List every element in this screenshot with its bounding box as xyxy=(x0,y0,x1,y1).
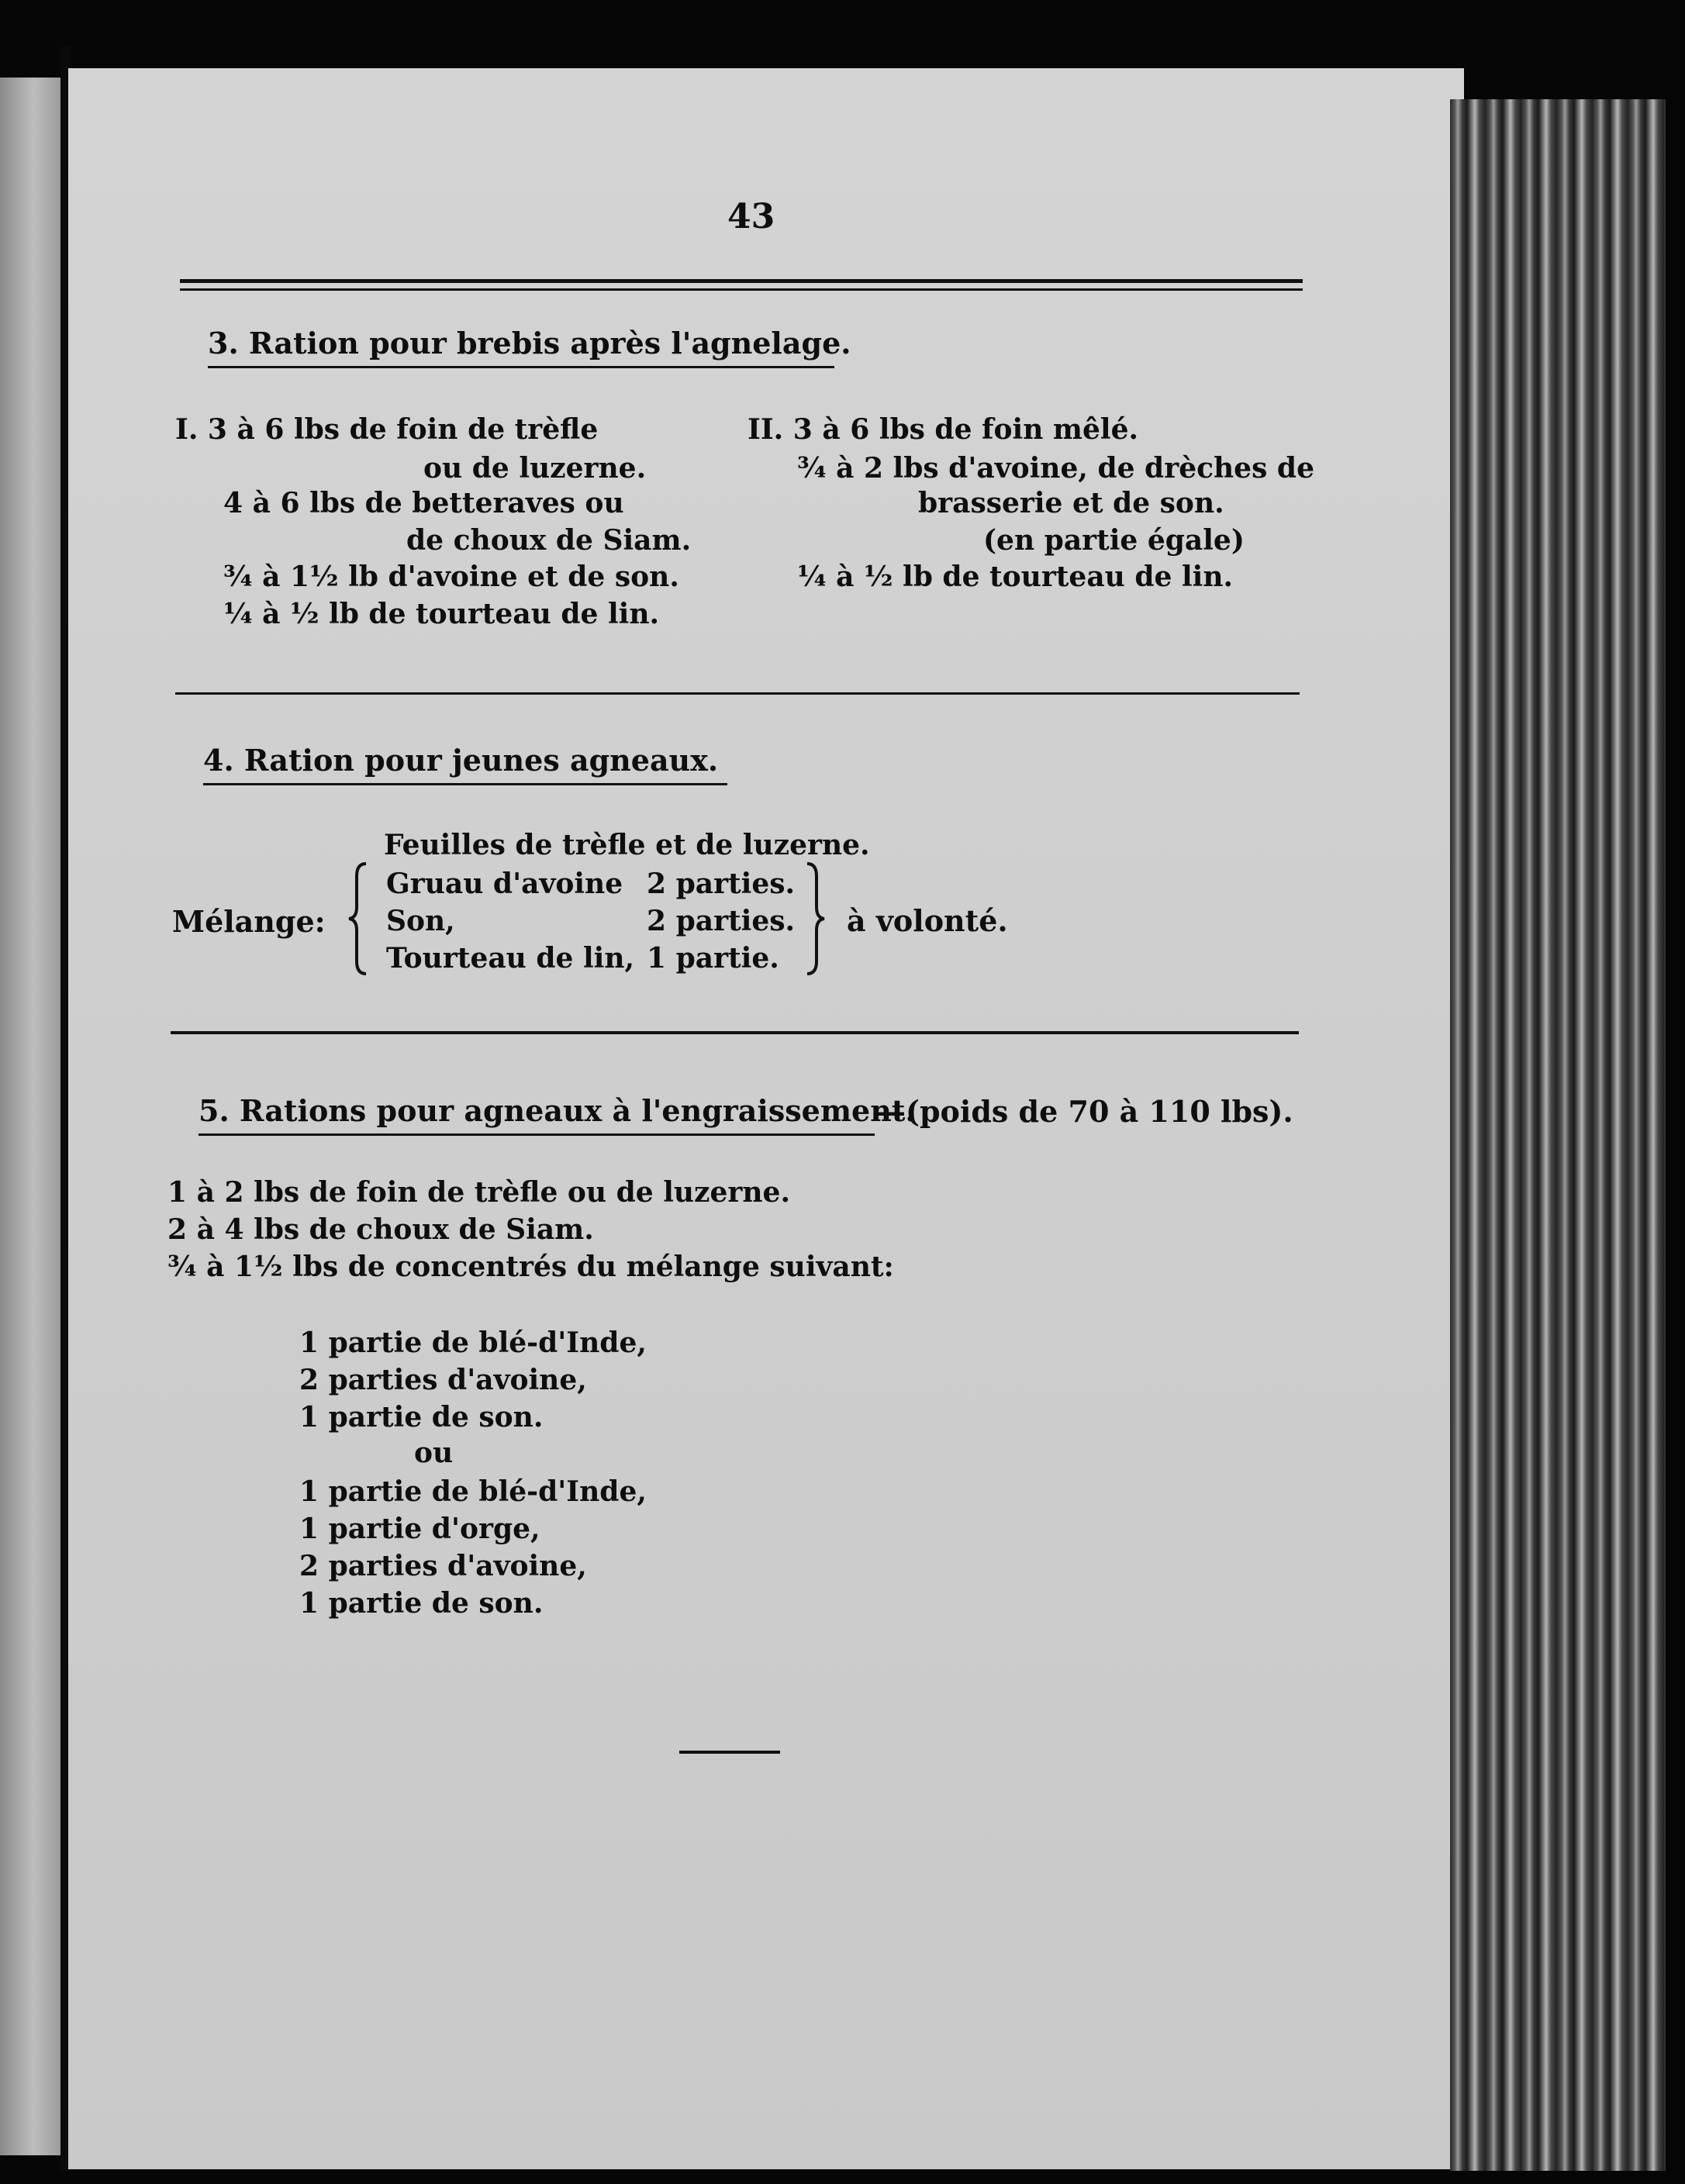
section3-heading: 3. Ration pour brebis après l'agnelage. xyxy=(208,326,851,361)
s4-mix-label: Mélange: xyxy=(172,904,326,939)
divider-rule xyxy=(171,1031,1299,1034)
top-rule-thin xyxy=(180,288,1303,291)
s4-item-qty: 2 parties. xyxy=(647,868,796,900)
s4-item-qty: 2 parties. xyxy=(647,905,796,937)
s5-mix-a-line: 1 partie de son. xyxy=(299,1401,544,1434)
s5-mix-b-line: 1 partie de blé-d'Inde, xyxy=(299,1475,647,1508)
section4-heading: 4. Ration pour jeunes agneaux. xyxy=(203,743,719,778)
s5-mix-b-line: 2 parties d'avoine, xyxy=(299,1550,587,1582)
s4-item-name: Gruau d'avoine xyxy=(386,868,623,900)
s5-line: 2 à 4 lbs de choux de Siam. xyxy=(167,1213,594,1246)
s3-col2-line: ¼ à ½ lb de tourteau de lin. xyxy=(797,561,1234,593)
s3-col2-line: (en partie égale) xyxy=(983,524,1245,557)
s3-col1-line: ¾ à 1½ lb d'avoine et de son. xyxy=(223,561,679,593)
scan-edge xyxy=(1666,0,1685,2184)
book-binding xyxy=(1450,99,1666,2171)
s5-or: ou xyxy=(414,1437,454,1469)
section5-heading-underline xyxy=(199,1133,875,1136)
s5-line: 1 à 2 lbs de foin de trèfle ou de luzerne. xyxy=(167,1176,790,1209)
s4-item-name: Son, xyxy=(386,905,455,937)
s3-col2-line: II. 3 à 6 lbs de foin mêlé. xyxy=(748,413,1139,446)
left-brace-icon xyxy=(347,861,371,977)
divider-rule xyxy=(175,692,1300,695)
top-rule xyxy=(180,279,1303,283)
s4-suffix: à volonté. xyxy=(847,903,1008,938)
s3-col1-line: 4 à 6 lbs de betteraves ou xyxy=(223,487,624,519)
s5-mix-b-line: 1 partie de son. xyxy=(299,1587,544,1620)
s4-item-name: Tourteau de lin, xyxy=(386,942,635,975)
s5-mix-b-line: 1 partie d'orge, xyxy=(299,1513,540,1545)
previous-page-edge xyxy=(0,78,60,2155)
s5-mix-a-line: 2 parties d'avoine, xyxy=(299,1364,587,1396)
page-number: 43 xyxy=(727,197,775,236)
s5-mix-a-line: 1 partie de blé-d'Inde, xyxy=(299,1327,647,1359)
section5-heading-suffix: —(poids de 70 à 110 lbs). xyxy=(876,1094,1293,1129)
section4-heading-underline xyxy=(203,783,727,785)
s3-col1-line: ¼ à ½ lb de tourteau de lin. xyxy=(223,598,660,630)
end-rule xyxy=(679,1751,780,1754)
s3-col1-line: de choux de Siam. xyxy=(406,524,692,557)
s3-col1-line: ou de luzerne. xyxy=(423,452,647,485)
s5-line: ¾ à 1½ lbs de concentrés du mélange suivant: xyxy=(167,1251,894,1283)
s4-top-line: Feuilles de trèfle et de luzerne. xyxy=(384,829,870,861)
section5-heading: 5. Rations pour agneaux à l'engraissement. xyxy=(199,1093,916,1128)
right-brace-icon xyxy=(803,861,826,977)
s3-col1-line: I. 3 à 6 lbs de foin de trèfle xyxy=(175,413,599,446)
s3-col2-line: brasserie et de son. xyxy=(918,487,1224,519)
s3-col2-line: ¾ à 2 lbs d'avoine, de drèches de xyxy=(797,452,1314,485)
section3-heading-underline xyxy=(208,366,834,368)
s4-item-qty: 1 partie. xyxy=(647,942,779,975)
